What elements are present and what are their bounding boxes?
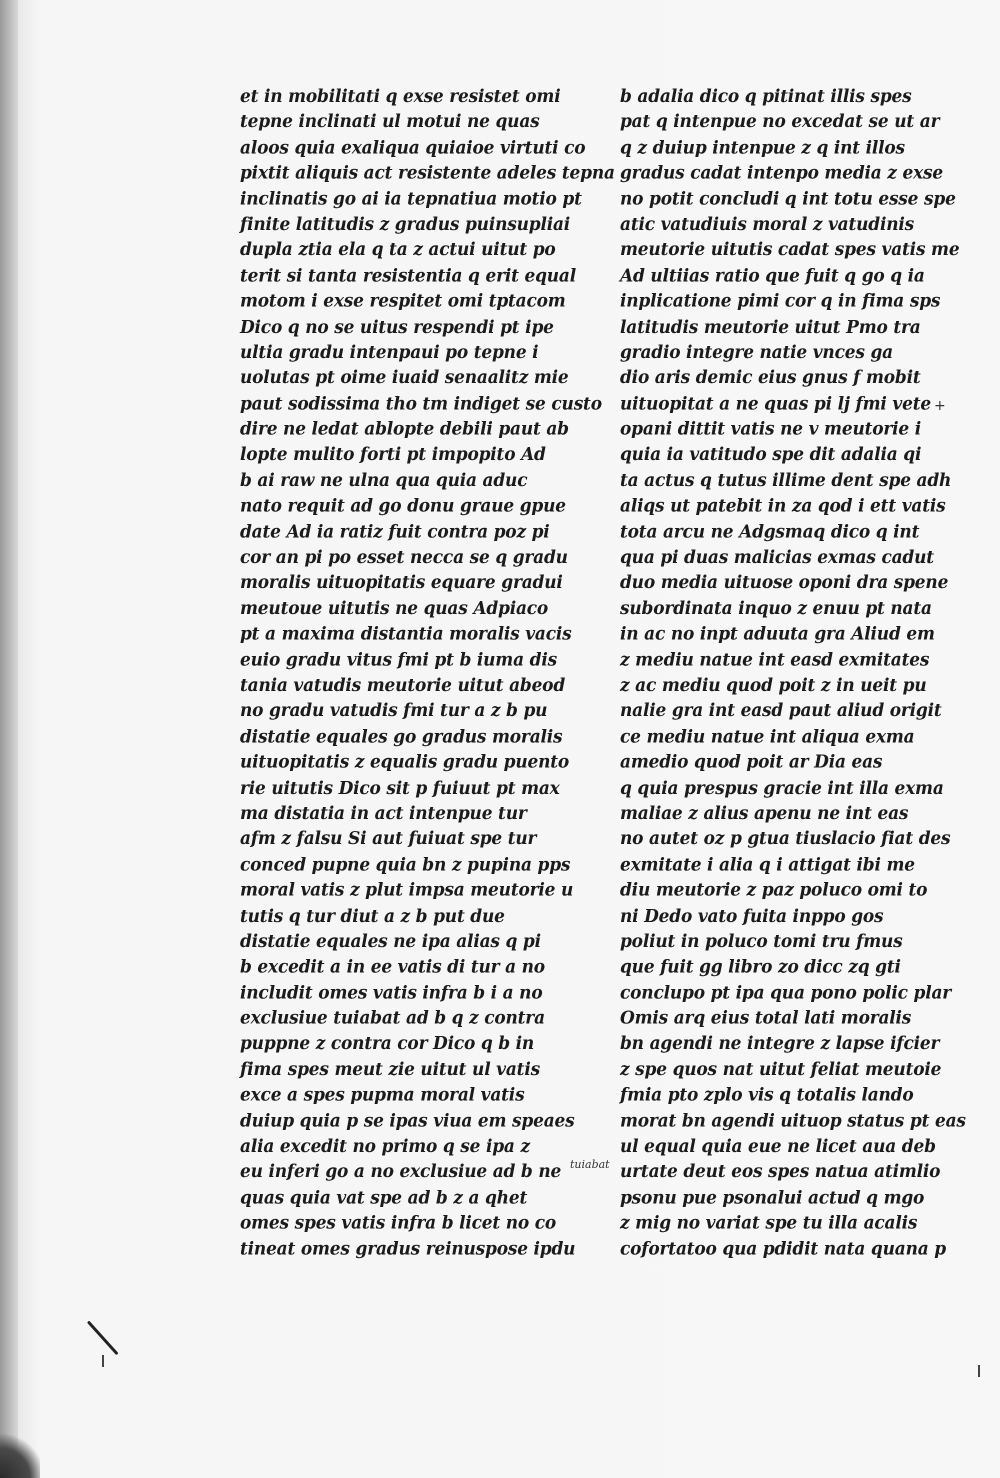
text-line: z ac mediu quod poit z in ueit pu	[620, 675, 927, 697]
text-line: motom i exse respitet omi tptacom	[240, 290, 566, 312]
text-line: qua pi duas malicias exmas cadut	[620, 547, 934, 569]
text-line: quas quia vat spe ad b z a qhet	[240, 1187, 528, 1209]
text-line: z mediu natue int easd exmitates	[620, 649, 930, 671]
corner-shadow	[0, 1418, 40, 1478]
text-line: dupla ztia ela q ta z actui uitut po	[240, 239, 556, 261]
text-line: includit omes vatis infra b i a no	[240, 982, 543, 1004]
text-line: gradus cadat intenpo media z exse	[620, 162, 944, 184]
text-line: moral vatis z plut impsa meutorie u	[240, 879, 574, 901]
text-line: conclupo pt ipa qua pono polic plar	[620, 982, 952, 1004]
text-line: ultia gradu intenpaui po tepne i	[240, 342, 539, 364]
text-line: fima spes meut zie uitut ul vatis	[240, 1059, 540, 1081]
text-line: no potit concludi q int totu esse spe	[620, 188, 956, 210]
text-line: z mig no variat spe tu illa acalis	[620, 1212, 918, 1234]
text-line: alia excedit no primo q se ipa z	[240, 1136, 530, 1158]
text-line: lopte mulito forti pt impopito Ad	[240, 444, 546, 466]
ink-tick-mark	[102, 1355, 104, 1367]
text-line: inclinatis go ai ia tepnatiua motio pt	[240, 188, 582, 210]
text-line: aliqs ut patebit in za qod i ett vatis	[620, 495, 946, 517]
text-line: uituopitatis z equalis gradu puento	[240, 751, 570, 773]
text-line: poliut in poluco tomi tru fmus	[620, 931, 903, 953]
text-line: in ac no inpt aduuta gra Aliud em	[620, 623, 935, 645]
text-line: exclusiue tuiabat ad b q z contra	[240, 1008, 545, 1030]
text-line: omes spes vatis infra b licet no co	[240, 1212, 557, 1234]
text-line: distatie equales ne ipa alias q pi	[240, 931, 541, 953]
text-line: distatie equales go gradus moralis	[240, 726, 563, 748]
text-line: ni Dedo vato fuita inppo gos	[620, 905, 884, 927]
text-line: nato requit ad go donu graue gpue	[240, 495, 566, 517]
text-line: rie uitutis Dico sit p fuiuut pt max	[240, 777, 560, 799]
text-line: uolutas pt oime iuaid senaalitz mie	[240, 367, 569, 389]
text-line: quia ia vatitudo spe dit adalia qi	[620, 444, 922, 466]
text-line: z spe quos nat uitut feliat meutoie	[620, 1059, 942, 1081]
text-line: uituopitat a ne quas pi lj fmi vete	[620, 393, 931, 415]
text-line: b adalia dico q pitinat illis spes	[620, 86, 912, 108]
text-line: urtate deut eos spes natua atimlio	[620, 1161, 941, 1183]
text-line: no autet oz p gtua tiuslacio fiat des	[620, 828, 951, 850]
text-line: tineat omes gradus reinuspose ipdu	[240, 1238, 576, 1260]
text-line: pat q intenpue no excedat se ut ar	[620, 111, 940, 133]
text-line: dio aris demic eius gnus f mobit	[620, 367, 921, 389]
text-line: tota arcu ne Adgsmaq dico q int	[620, 521, 920, 543]
text-line: tepne inclinati ul motui ne quas	[240, 111, 540, 133]
text-line: ce mediu natue int aliqua exma	[620, 726, 915, 748]
text-line: meutorie uitutis cadat spes vatis me	[620, 239, 960, 261]
text-line: b excedit a in ee vatis di tur a no	[240, 956, 545, 978]
text-line: et in mobilitati q exse resistet omi	[240, 86, 561, 108]
text-line: dire ne ledat ablopte debili paut ab	[240, 418, 569, 440]
text-line: que fuit gg libro zo dicc zq gti	[620, 956, 901, 978]
text-line: afm z falsu Si aut fuiuat spe tur	[240, 828, 537, 850]
text-line: moralis uituopitatis equare gradui	[240, 572, 563, 594]
text-line: puppne z contra cor Dico q b in	[240, 1033, 535, 1055]
text-line: bn agendi ne integre z lapse ifcier	[620, 1033, 940, 1055]
text-line: Omis arq eius total lati moralis	[620, 1008, 912, 1030]
text-line: finite latitudis z gradus puinsupliai	[240, 214, 571, 236]
text-line: exce a spes pupma moral vatis	[240, 1084, 525, 1106]
right-text-column	[620, 84, 966, 1262]
text-line: duiup quia p se ipas viua em speaes	[240, 1110, 575, 1132]
ink-tick-mark	[978, 1365, 980, 1377]
text-line: inplicatione pimi cor q in fima sps	[620, 290, 941, 312]
text-line: tania vatudis meutorie uitut abeod	[240, 675, 566, 697]
text-line: ul equal quia eue ne licet aua deb	[620, 1136, 936, 1158]
text-line: cor an pi po esset necca se q gradu	[240, 547, 568, 569]
text-line: nalie gra int easd paut aliud origit	[620, 700, 942, 722]
margin-plus-mark: +	[934, 398, 946, 414]
text-line: cofortatoo qua pdidit nata quana p	[620, 1238, 946, 1260]
text-line: conced pupne quia bn z pupina pps	[240, 854, 571, 876]
text-line: pt a maxima distantia moralis vacis	[240, 623, 572, 645]
text-line: q quia prespus gracie int illa exma	[620, 777, 944, 799]
marginal-note: tuiabat	[570, 1158, 610, 1171]
text-line: opani dittit vatis ne v meutorie i	[620, 418, 922, 440]
text-line: gradio integre natie vnces ga	[620, 342, 893, 364]
text-line: eu inferi go a no exclusiue ad b ne	[240, 1161, 562, 1183]
text-line: tutis q tur diut a z b put due	[240, 905, 505, 927]
text-line: subordinata inquo z enuu pt nata	[620, 598, 932, 620]
text-line: euio gradu vitus fmi pt b iuma dis	[240, 649, 557, 671]
text-line: exmitate i alia q i attigat ibi me	[620, 854, 915, 876]
text-line: Dico q no se uitus respendi pt ipe	[240, 316, 554, 338]
text-line: b ai raw ne ulna qua quia aduc	[240, 470, 528, 492]
text-line: latitudis meutorie uitut Pmo tra	[620, 316, 921, 338]
text-line: diu meutorie z paz poluco omi to	[620, 879, 928, 901]
page-gutter-edge	[0, 0, 18, 1478]
text-line: paut sodissima tho tm indiget se custo	[240, 393, 602, 415]
text-line: duo media uituose oponi dra spene	[620, 572, 949, 594]
text-line: psonu pue psonalui actud q mgo	[620, 1187, 925, 1209]
text-line: maliae z alius apenu ne int eas	[620, 803, 909, 825]
text-line: no gradu vatudis fmi tur a z b pu	[240, 700, 548, 722]
text-line: morat bn agendi uituop status pt eas	[620, 1110, 966, 1132]
text-line: q z duiup intenpue z q int illos	[620, 137, 905, 159]
ink-stroke-mark	[87, 1320, 119, 1355]
text-line: ma distatia in act intenpue tur	[240, 803, 527, 825]
left-text-column	[240, 84, 615, 1262]
text-line: atic vatudiuis moral z vatudinis	[620, 214, 915, 236]
text-line: aloos quia exaliqua quiaioe virtuti co	[240, 137, 586, 159]
text-line: ta actus q tutus illime dent spe adh	[620, 470, 952, 492]
text-line: fmia pto zplo vis q totalis lando	[620, 1084, 914, 1106]
text-line: terit si tanta resistentia q erit equal	[240, 265, 577, 287]
text-line: Ad ultiias ratio que fuit q go q ia	[620, 265, 925, 287]
text-line: date Ad ia ratiz fuit contra poz pi	[240, 521, 550, 543]
text-line: pixtit aliquis act resistente adeles tepna	[240, 162, 615, 184]
text-line: amedio quod poit ar Dia eas	[620, 751, 883, 773]
text-line: meutoue uitutis ne quas Adpiaco	[240, 598, 549, 620]
